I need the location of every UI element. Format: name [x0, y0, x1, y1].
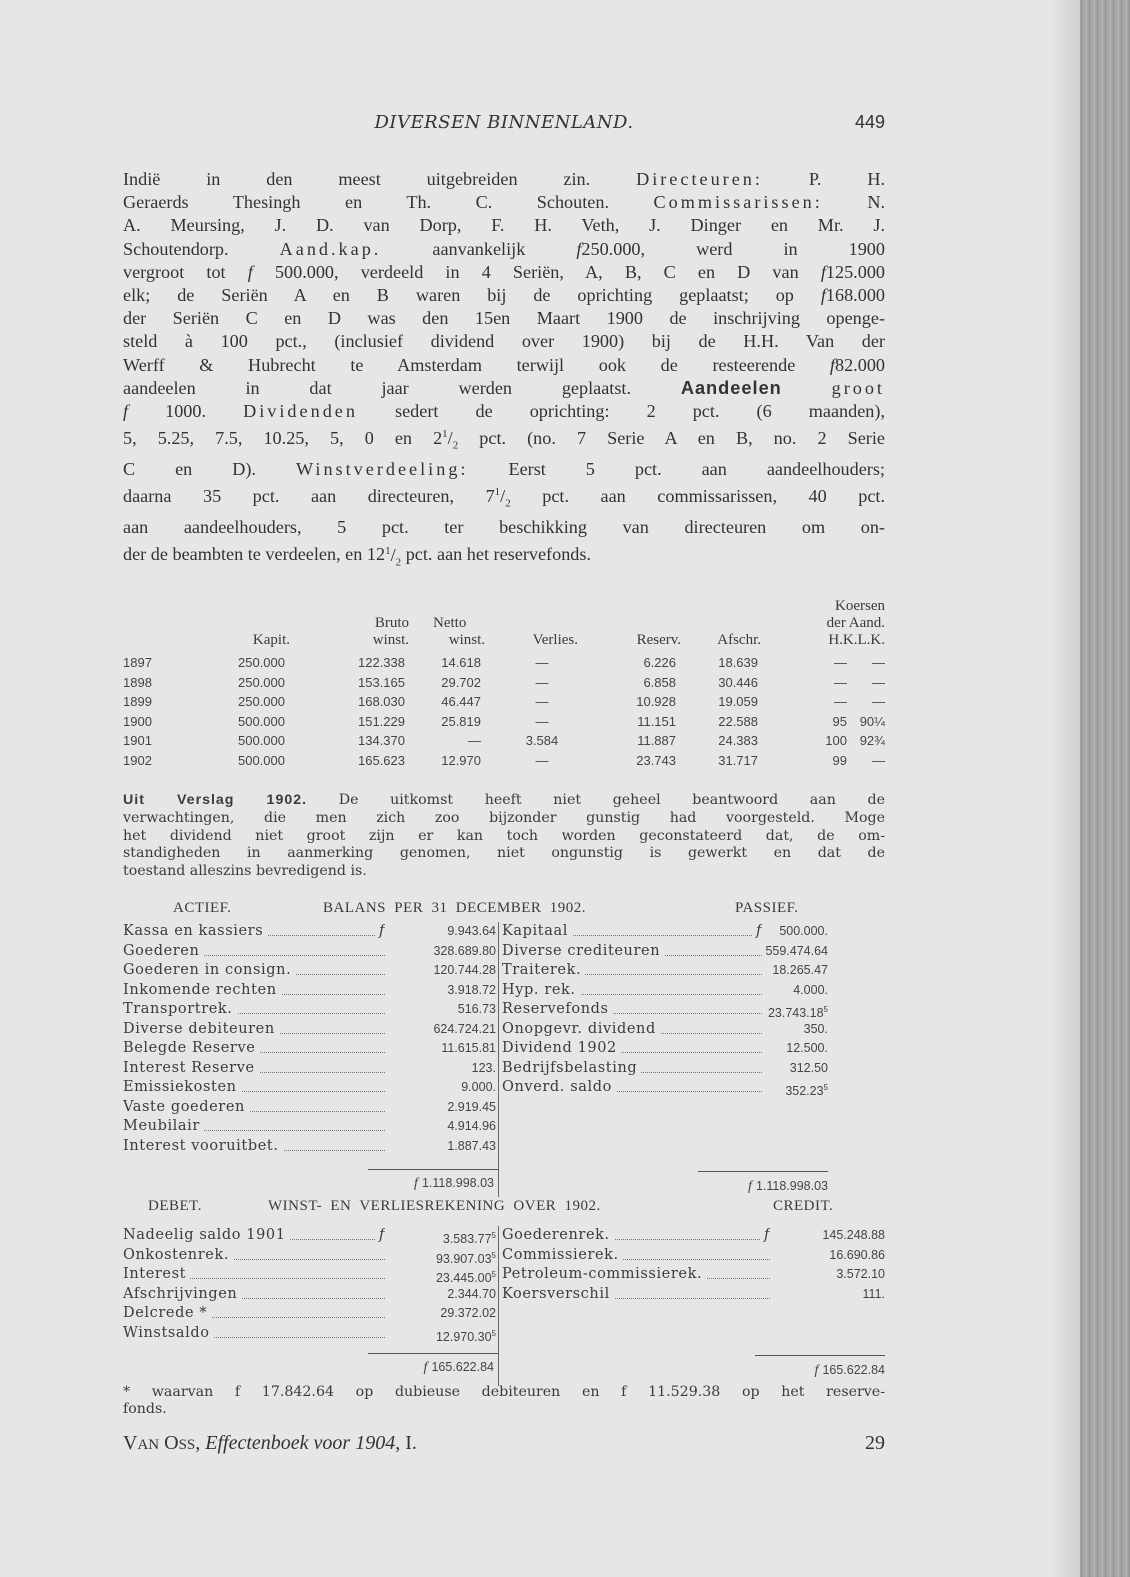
cell-lk: 90¼: [859, 713, 885, 729]
entry-amount: 123.: [471, 1060, 496, 1075]
entry-label: Belegde Reserve: [123, 1040, 259, 1056]
page-gutter-shadow: [1050, 0, 1080, 1577]
total-left: f 165.622.84: [423, 1360, 494, 1375]
entry-amount: 23.445.00$^5$: [435, 1270, 496, 1285]
cell-lk: —: [872, 674, 885, 690]
header-bruto-line2: winst.: [372, 632, 409, 648]
entry-amount: 2.919.45: [447, 1099, 496, 1114]
total-rule-left: [368, 1353, 498, 1354]
entry-amount: 9.943.64: [447, 924, 496, 938]
entry-label: Goederen: [123, 943, 203, 959]
header-kapit: Kapit.: [252, 632, 290, 648]
entry-amount: 145.248.88: [822, 1228, 885, 1242]
cell-kapit: 500.000: [238, 752, 285, 768]
ledger-entry-left: [123, 961, 385, 980]
footer-book-title: Effectenboek voor 1904: [205, 1432, 396, 1454]
cell-afschr: 30.446: [718, 674, 758, 690]
cell-verlies: —: [535, 694, 549, 709]
entry-label: Interest vooruitbet.: [123, 1138, 283, 1154]
entry-label: Traiterek.: [502, 962, 585, 978]
cell-reserv: 11.151: [637, 713, 676, 729]
cell-verlies: —: [535, 674, 549, 690]
footnote: [123, 1384, 885, 1418]
text-line: der Seriën C en D was den 15en Maart 1900 de inschrijving openge-: [123, 308, 885, 329]
cell-afschr: 22.588: [718, 713, 758, 729]
cell-year: 1901: [123, 733, 152, 748]
cell-kapit: 250.000: [238, 655, 285, 670]
cell-kapit: 250.000: [238, 674, 285, 690]
ledger-entry-right: [502, 1059, 762, 1078]
table-row: [123, 714, 885, 733]
text-line: elk; de Seriën A en B waren bij de oprichting geplaatst; op f168.000: [123, 285, 885, 306]
report-line: het dividend niet groot zijn er kan toch worden geconstateerd dat, de om-: [123, 827, 885, 844]
ledger-entry-left: [123, 1000, 385, 1019]
header-koersen-line2: der Aand.: [826, 615, 885, 631]
report-line: standigheden in aanmerking genomen, niet ongunstig is gewerkt en dat de: [123, 845, 885, 862]
ledger-entry-right: [502, 1285, 770, 1304]
half-cent: 5: [491, 1250, 496, 1260]
ledger-entry-right: [502, 961, 762, 980]
entry-label: Onverd. saldo: [502, 1079, 616, 1095]
column-divider: [498, 1226, 499, 1386]
header-koersen: [775, 598, 885, 649]
entry-label: Bedrijfsbelasting: [502, 1060, 641, 1076]
entry-amount: 3.572.10: [836, 1267, 885, 1281]
entry-label: Kapitaal: [502, 923, 572, 939]
entry-amount: 29.372.02: [440, 1306, 496, 1320]
entry-amount: 4.000.: [793, 982, 828, 997]
ledger-entry-left: [123, 1246, 385, 1265]
entry-amount: 516.73: [457, 1002, 496, 1016]
balance-actief-title: ACTIEF.: [173, 900, 232, 916]
guilder-symbol: f: [576, 238, 582, 259]
entry-amount: 23.743.18$^5$: [767, 1005, 828, 1020]
cell-afschr: 24.383: [718, 733, 758, 748]
bold-keyword: Aandeelen: [680, 377, 782, 398]
pnl-debet-title: DEBET.: [148, 1198, 202, 1214]
cell-hk: 99: [832, 752, 847, 768]
cell-verlies: 3.584: [525, 733, 559, 748]
cell-verlies: —: [535, 713, 549, 729]
entry-label: Goederenrek.: [502, 1227, 614, 1243]
entry-amount: 16.690.86: [829, 1247, 885, 1262]
footer-author-last-rest: SS: [178, 1437, 196, 1453]
spaced-keyword: Aand.kap.: [279, 238, 382, 259]
header-netto-line1: Netto: [433, 615, 467, 631]
entry-label: Dividend 1902: [502, 1040, 621, 1056]
ledger-entry-left: [123, 1226, 385, 1245]
guilder-symbol: f: [376, 922, 385, 941]
entry-amount: 11.615.81: [441, 1041, 496, 1055]
cell-kapit: 250.000: [238, 694, 285, 709]
cell-reserv: 23.743: [636, 752, 676, 768]
cell-netto: 14.618: [441, 655, 481, 670]
text-line: der de beambten te verdeelen, en $12^1/_2$ pct. aan het reservefonds.: [123, 544, 592, 569]
entry-amount: 3.583.77$^5$: [442, 1231, 496, 1246]
spaced-keyword: groot: [831, 377, 885, 398]
running-head: [123, 112, 885, 136]
entry-label: Kassa en kassiers: [123, 923, 267, 939]
cell-reserv: 6.858: [643, 674, 676, 690]
cell-hk: 100: [825, 733, 847, 748]
guilder-symbol: f: [423, 1360, 428, 1375]
footer-author-rest: AN: [137, 1437, 160, 1453]
entry-label: Petroleum-commissierek.: [502, 1266, 706, 1282]
entry-label: Winstsaldo: [123, 1325, 214, 1341]
text-line: aan aandeelhouders, 5 pct. ter beschikking van directeuren om on-: [123, 517, 885, 538]
table-row: [123, 733, 885, 752]
report-lead: Uit Verslag 1902.: [123, 792, 308, 808]
entry-label: Vaste goederen: [123, 1099, 249, 1115]
header-netto: [423, 615, 485, 649]
ledger-entry-right: [502, 1020, 762, 1039]
total-left: f 1.118.998.03: [414, 1176, 494, 1191]
cell-year: 1897: [123, 655, 152, 670]
ledger-entry-right: [502, 981, 762, 1000]
entry-label: Goederen in consign.: [123, 962, 295, 978]
cell-year: 1902: [123, 752, 152, 768]
ledger-entry-left: [123, 1020, 385, 1039]
footer-signature: 29: [865, 1432, 885, 1454]
guilder-symbol: f: [814, 1363, 819, 1378]
fraction: $^1/_2$: [385, 544, 402, 569]
pnl-credit-title: CREDIT.: [773, 1198, 834, 1214]
footnote-line: fonds.: [123, 1401, 167, 1417]
footnote-line: * waarvan f 17.842.64 op dubieuse debiteuren en f 11.529.38 op het reserve-: [123, 1384, 885, 1400]
entry-amount: 18.265.47: [772, 963, 828, 977]
guilder-symbol: f: [820, 285, 826, 306]
entry-label: Emissiekosten: [123, 1079, 241, 1095]
cell-bruto: 153.165: [358, 674, 405, 690]
entry-label: Interest: [123, 1266, 190, 1282]
cell-lk: —: [872, 752, 885, 768]
ledger-entry-left: [123, 1285, 385, 1304]
cell-bruto: 151.229: [358, 713, 405, 729]
guilder-symbol: f: [761, 1226, 770, 1245]
entry-amount: 350.: [803, 1021, 828, 1036]
report-line: toestand alleszins bevredigend is.: [123, 863, 367, 880]
total-right: f 165.622.84: [814, 1363, 885, 1378]
entry-label: Hyp. rek.: [502, 982, 580, 998]
ledger-entry-left: [123, 1098, 385, 1117]
entry-amount: 500.000.: [779, 924, 828, 938]
entry-label: Diverse debiteuren: [123, 1021, 279, 1037]
entry-amount: 9.000.: [461, 1080, 496, 1094]
entry-label: Meubilair: [123, 1118, 204, 1134]
cell-year: 1898: [123, 674, 152, 690]
header-reserv: Reserv.: [636, 632, 681, 648]
fraction-num: 1: [442, 428, 448, 441]
entry-label: Afschrijvingen: [123, 1286, 241, 1302]
total-rule-left: [368, 1169, 498, 1170]
report-line: verwachtingen, die men zich zoo bijzonder gunstig had voorgesteld. Moge: [123, 809, 885, 826]
fraction: $^1/_2$: [494, 486, 511, 511]
ledger-entry-left: [123, 1324, 385, 1343]
entry-label: Koersverschil: [502, 1286, 614, 1302]
annual-report-excerpt: [123, 792, 885, 881]
cell-reserv: 6.226: [643, 655, 676, 670]
entry-amount: 12.500.: [786, 1041, 828, 1055]
entry-amount: 2.344.70: [447, 1286, 496, 1301]
column-divider: [498, 922, 499, 1197]
entry-label: Reservefonds: [502, 1001, 613, 1017]
ledger-entry-left: [123, 1078, 385, 1097]
entry-amount: 352.23$^5$: [785, 1083, 828, 1098]
entry-label: Transportrek.: [123, 1001, 237, 1017]
cell-year: 1899: [123, 694, 152, 709]
total-rule-right: [698, 1171, 828, 1172]
cell-hk: —: [834, 674, 847, 690]
ledger-entry-left: [123, 942, 385, 961]
cell-reserv: 11.887: [637, 733, 676, 748]
balance-title: BALANS PER 31 DECEMBER 1902.: [323, 900, 586, 916]
header-bruto: [343, 615, 409, 649]
cell-bruto: 134.370: [358, 733, 405, 748]
ledger-entry-left: [123, 922, 385, 941]
header-bruto-line1: Bruto: [374, 615, 409, 631]
text-line: A. Meursing, J. D. van Dorp, F. H. Veth, J. Dinger en Mr. J.: [123, 215, 885, 236]
guilder-symbol: f: [376, 1226, 385, 1245]
entry-label: Inkomende rechten: [123, 982, 281, 998]
spaced-keyword: Winstverdeeling:: [295, 459, 469, 480]
page-number: 449: [854, 112, 885, 132]
header-afschr: Afschr.: [717, 632, 761, 648]
entry-amount: 559.474.64: [765, 943, 828, 958]
table-row: [123, 655, 885, 674]
half-cent: 5: [491, 1270, 496, 1279]
cell-lk: —: [872, 655, 885, 670]
header-netto-line2: winst.: [448, 632, 485, 648]
entry-amount: 4.914.96: [447, 1119, 496, 1133]
text-line: daarna 35 pct. aan directeuren, $7^1/_2$ pct. aan commissarissen, 40 pct.: [123, 486, 885, 511]
text-line: Indië in den meest uitgebreiden zin. Directeuren: P. H.: [123, 169, 886, 189]
guilder-symbol: f: [753, 922, 762, 941]
cell-kapit: 500.000: [238, 713, 285, 729]
spaced-keyword: Directeuren:: [636, 169, 763, 189]
ledger-entry-left: [123, 1039, 385, 1058]
half-cent: 5: [491, 1328, 496, 1338]
pnl-title: WINST- EN VERLIESREKENING OVER 1902.: [268, 1198, 601, 1214]
guilder-symbol: f: [829, 354, 835, 375]
cell-netto: 25.819: [441, 713, 481, 729]
cell-hk: —: [834, 655, 847, 670]
entry-label: Commissierek.: [502, 1247, 623, 1263]
cell-verlies: —: [535, 752, 549, 768]
ledger-entry-right: [502, 1000, 762, 1019]
text-line: Schoutendorp. Aand.kap. aanvankelijk f250.000, werd in 1900: [123, 238, 885, 259]
text-line: f 1000. Dividenden sedert de oprichting: 2 pct. (6 maanden),: [123, 401, 885, 422]
ledger-entry-left: [123, 1059, 385, 1078]
cell-reserv: 10.928: [636, 694, 676, 709]
fraction-den: 2: [395, 556, 402, 569]
guilder-symbol: f: [123, 401, 129, 422]
balance-passief-title: PASSIEF.: [735, 900, 799, 916]
cell-netto: —: [468, 733, 481, 748]
page-edge: [1080, 0, 1130, 1577]
cell-bruto: 122.338: [358, 655, 405, 670]
cell-netto: 12.970: [441, 752, 481, 768]
entry-amount: 12.970.30$^5$: [435, 1328, 496, 1344]
text-line: steld à 100 pct., (inclusief dividend over 1900) bij de H.H. Van der: [123, 331, 885, 352]
total-rule-right: [755, 1355, 885, 1356]
guilder-symbol: f: [247, 261, 253, 282]
ledger-entry-right: [502, 1246, 770, 1265]
entry-amount: 3.918.72: [447, 982, 496, 997]
entry-label: Onkostenrek.: [123, 1247, 233, 1263]
ledger-entry-left: [123, 1117, 385, 1136]
fraction-num: 1: [385, 544, 391, 557]
entry-amount: 120.744.28: [433, 963, 496, 977]
text-line: Geraerds Thesingh en Th. C. Schouten. Commissarissen: N.: [123, 192, 885, 213]
cell-afschr: 19.059: [718, 694, 758, 709]
ledger-entry-left: [123, 1137, 385, 1156]
ledger-entry-right: [502, 1265, 770, 1284]
ledger-entry-right: [502, 1078, 762, 1097]
cell-lk: —: [872, 694, 885, 709]
fraction-den: 2: [505, 498, 511, 511]
cell-year: 1900: [123, 713, 152, 729]
entry-amount: 312.50: [789, 1060, 828, 1075]
entry-amount: 328.689.80: [433, 943, 496, 958]
header-koersen-line3: H.K.L.K.: [828, 632, 885, 648]
guilder-symbol: f: [748, 1179, 752, 1194]
cell-bruto: 168.030: [358, 694, 405, 709]
text-line: Werff & Hubrecht te Amsterdam terwijl ook de resteerende f82.000: [123, 354, 885, 375]
entry-label: Onopgevr. dividend: [502, 1021, 660, 1037]
ledger-entry-left: [123, 1265, 385, 1284]
text-line: C en D). Winstverdeeling: Eerst 5 pct. aan aandeelhouders;: [123, 459, 885, 480]
table-row: [123, 753, 885, 772]
ledger-entry-right: [502, 1226, 770, 1245]
cell-afschr: 31.717: [718, 752, 758, 768]
table-row: [123, 675, 885, 694]
page-footer: [123, 1432, 885, 1458]
cell-bruto: 165.623: [358, 752, 405, 768]
total-right: f 1.118.998.03: [748, 1179, 828, 1194]
spaced-keyword: Dividenden: [243, 401, 358, 422]
footer-author-last-initial: O: [164, 1432, 179, 1454]
company-description: [123, 168, 885, 574]
guilder-symbol: f: [820, 261, 826, 282]
spaced-keyword: Commissarissen:: [653, 192, 823, 213]
ledger-entry-right: [502, 922, 762, 941]
ledger-entry-right: [502, 1039, 762, 1058]
fraction-den: 2: [452, 439, 459, 452]
entry-amount: 111.: [862, 1286, 885, 1301]
half-cent: 5: [823, 1005, 828, 1014]
cell-afschr: 18.639: [718, 655, 758, 670]
running-head-title: DIVERSEN BINNENLAND.: [374, 112, 634, 133]
text-line: 5, 5.25, 7.5, 10.25, 5, 0 en $2^1/_2$ pct. (no. 7 Serie A en B, no. 2 Serie: [123, 428, 885, 452]
footer-author-initial: V: [123, 1432, 138, 1454]
text-line: vergroot tot f 500.000, verdeeld in 4 Seriën, A, B, C en D van f125.000: [123, 261, 885, 282]
entry-amount: 93.907.03$^5$: [435, 1250, 496, 1266]
entry-amount: 624.724.21: [433, 1021, 496, 1036]
cell-hk: 95: [832, 713, 847, 729]
entry-label: Nadeelig saldo 1901: [123, 1227, 290, 1243]
table-row: [123, 694, 885, 713]
cell-kapit: 500.000: [238, 733, 285, 748]
header-koersen-line1: Koersen: [835, 598, 885, 614]
half-cent: 5: [823, 1083, 828, 1092]
entry-label: Diverse crediteuren: [502, 943, 664, 959]
cell-lk: 92¾: [859, 733, 885, 748]
footer-volume: , I.: [395, 1432, 417, 1454]
guilder-symbol: f: [414, 1176, 418, 1191]
entry-label: Interest Reserve: [123, 1060, 259, 1076]
footer-citation: VAN OSS, Effectenboek voor 1904, I.: [123, 1432, 417, 1454]
report-line: Uit Verslag 1902. De uitkomst heeft niet geheel beantwoord aan de: [123, 792, 885, 808]
ledger-entry-left: [123, 1304, 385, 1323]
entry-label: Delcrede *: [123, 1305, 211, 1321]
text-line: aandeelen in dat jaar werden geplaatst. Aandeelen groot: [123, 377, 885, 398]
cell-netto: 46.447: [441, 694, 481, 709]
header-verlies: Verlies.: [532, 632, 578, 648]
entry-amount: 1.887.43: [447, 1138, 496, 1153]
cell-netto: 29.702: [441, 674, 481, 690]
fraction: $^1/_2$: [442, 428, 459, 452]
half-cent: 5: [491, 1231, 496, 1240]
cell-verlies: —: [535, 655, 549, 670]
cell-hk: —: [834, 694, 847, 709]
ledger-entry-left: [123, 981, 385, 1000]
fraction-num: 1: [494, 486, 501, 499]
ledger-entry-right: [502, 942, 762, 961]
